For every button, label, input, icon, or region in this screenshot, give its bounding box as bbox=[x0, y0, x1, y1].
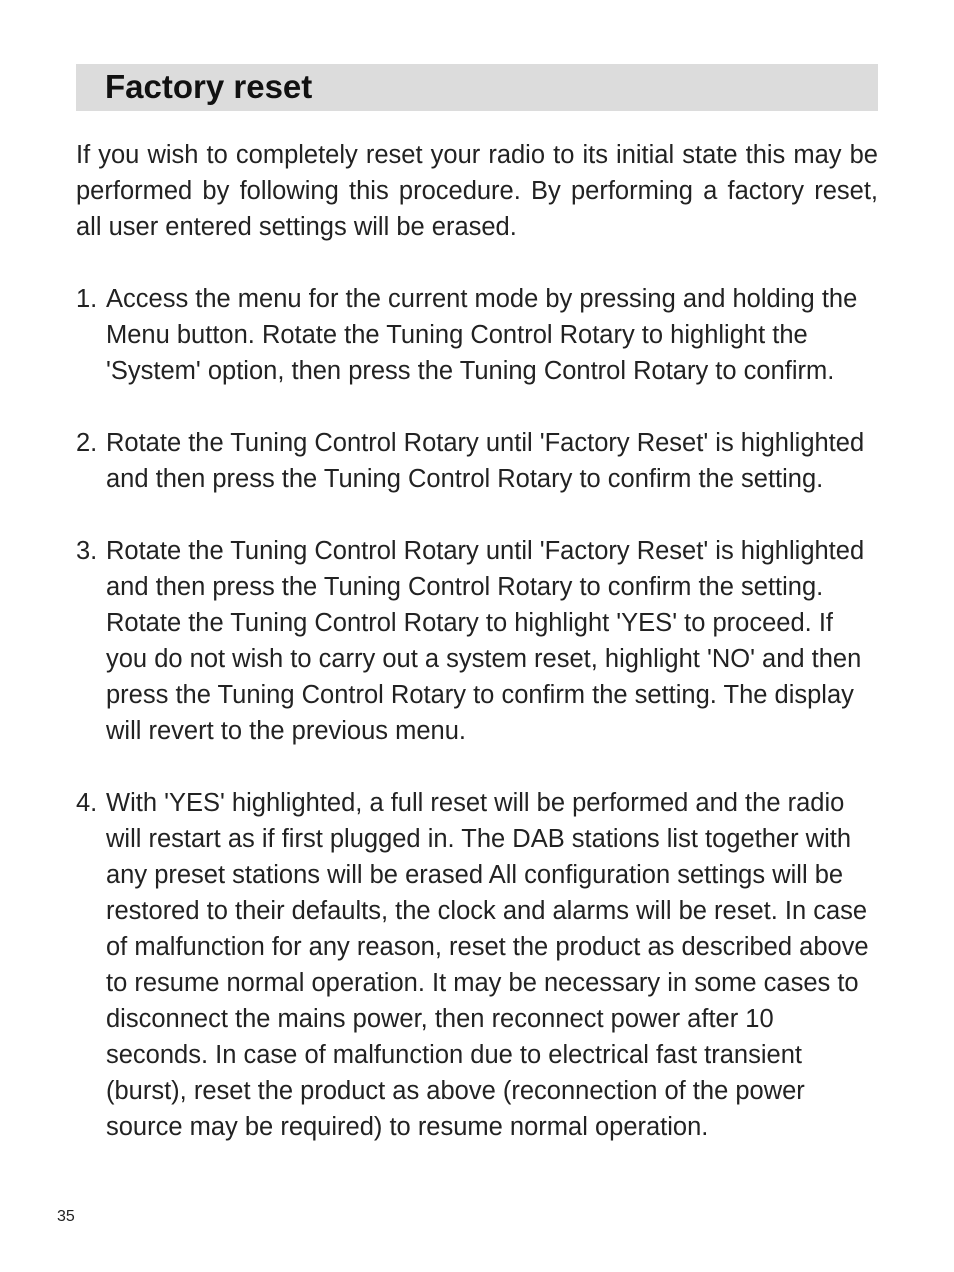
procedure-steps bbox=[76, 281, 878, 1181]
step-number: 4. bbox=[76, 789, 98, 817]
step-text: With 'YES' highlighted, a full reset will be performed and the radio will restart as if first plugged in. The DAB stations list together with any preset stations will be erased All configuration settings will be restored to their defaults, the clock and alarms will be reset. In case of malfunction for any reason, reset the product as described above to resume normal operation. It may be necessary in some cases to disconnect the mains power, then reconnect power after 10 seconds. In case of malfunction due to electrical fast transient (burst), reset the product as above (reconnection of the power source may be required) to resume normal operation. bbox=[106, 789, 869, 1141]
section-title: Factory reset bbox=[105, 68, 313, 105]
step-text: Rotate the Tuning Control Rotary until 'Factory Reset' is highlighted and then press the Tuning Control Rotary to confirm the setting. bbox=[106, 429, 865, 493]
step-text: Rotate the Tuning Control Rotary until 'Factory Reset' is highlighted and then press the Tuning Control Rotary to confirm the setting. Rotate the Tuning Control Rotary to highlight 'YES' to proceed. If you do not wish to carry out a system reset, highlight 'NO' and then press the Tuning Control Rotary to confirm the setting. The display will revert to the previous menu. bbox=[106, 537, 865, 745]
step-1 bbox=[76, 281, 878, 389]
step-4 bbox=[76, 785, 878, 1145]
page-number: 35 bbox=[57, 1208, 75, 1225]
intro-paragraph: If you wish to completely reset your radio to its initial state this may be performed by following this procedure. By performing a factory reset, all user entered settings will be erased. bbox=[76, 141, 878, 241]
step-number: 1. bbox=[76, 285, 98, 313]
step-text: Access the menu for the current mode by pressing and holding the Menu button. Rotate the Tuning Control Rotary to highlight the 'System' option, then press the Tuning Control Rotary to confirm. bbox=[106, 285, 858, 385]
step-number: 2. bbox=[76, 429, 98, 457]
section-header bbox=[76, 64, 878, 111]
step-number: 3. bbox=[76, 537, 98, 565]
step-3 bbox=[76, 533, 878, 749]
step-2 bbox=[76, 425, 878, 497]
